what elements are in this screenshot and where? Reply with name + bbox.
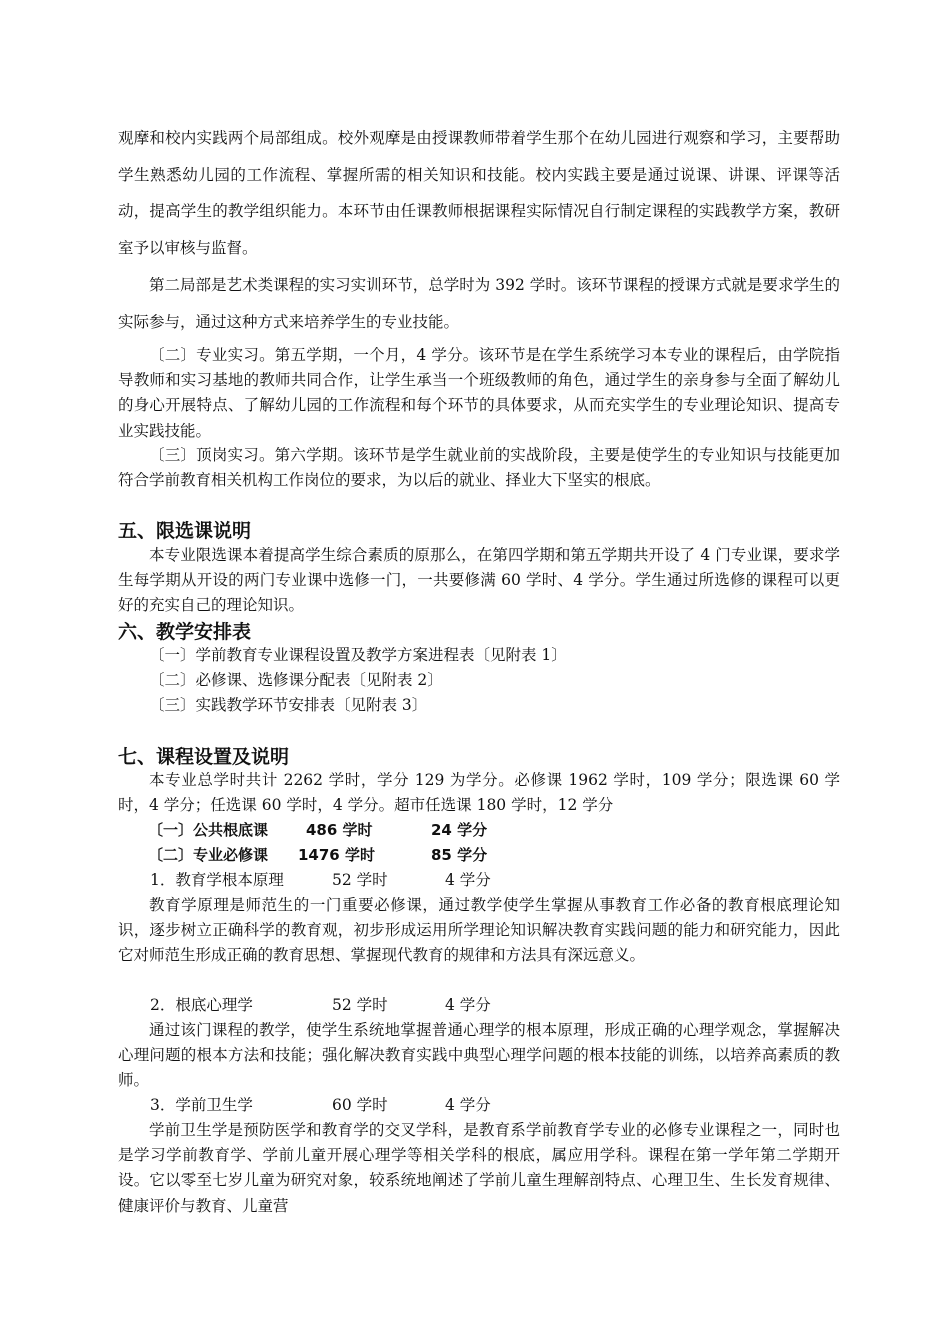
category-credits: 85 学分 [431,846,488,864]
internship-paragraph: 〔二〕专业实习。第五学期，一个月，4 学分。该环节是在学生系统学习本专业的课程后，由学院指导教师和实习基地的教师共同合作，让学生承当一个班级教师的角色，通过学生的亲身参与全面了解幼儿的身心开展特点、了解幼儿园的工作流程和每个环节的具体要求，从而充实学生的专业理论知识、提高专业实践技能。 [118,346,840,440]
course-description: 教育学原理是师范生的一门重要必修课，通过教学使学生掌握从事教育工作必备的教育根底理论知识，逐步树立正确科学的教育观，初步形成运用所学理论知识解决教育实践问题的能力和研究能力，因此它对师范生形成正确的教育思想、掌握现代教育的规律和方法具有深远意义。 [118,896,840,965]
schedule-item-1: 〔一〕学前教育专业课程设置及教学方案进程表〔见附表 1〕 [149,646,567,664]
course-name: 2．根底心理学 [150,996,253,1014]
course-hours: 52 学时 [332,996,388,1014]
placement-paragraph: 〔三〕顶岗实习。第六学期。该环节是学生就业前的实战阶段，主要是使学生的专业知识与技能更加符合学前教育相关机构工作岗位的要求，为以后的就业、择业大下坚实的根底。 [118,446,840,490]
course-credits: 4 学分 [445,996,491,1014]
schedule-item-2: 〔二〕必修课、选修课分配表〔见附表 2〕 [149,671,443,689]
category-name: 〔一〕公共根底课 [148,821,269,839]
course-hours: 52 学时 [332,871,388,889]
course-name: 1．教育学根本原理 [150,871,284,889]
section7-heading: 七、课程设置及说明 [118,746,290,768]
course-description: 通过该门课程的教学，使学生系统地掌握普通心理学的根本原理，形成正确的心理学观念，掌握解决心理问题的根本方法和技能；强化解决教育实践中典型心理学问题的根本技能的训练，以培养高素质的教师。 [118,1021,840,1090]
course-name: 3．学前卫生学 [150,1096,253,1114]
category-hours: 1476 学时 [298,846,375,864]
section5-heading: 五、限选课说明 [118,520,252,542]
course-hours: 60 学时 [332,1096,388,1114]
schedule-item-3: 〔三〕实践教学环节安排表〔见附表 3〕 [149,696,428,714]
section7-summary: 本专业总学时共计 2262 学时，学分 129 为学分。必修课 1962 学时，109 学分；限选课 60 学时，4 学分；任选课 60 学时，4 学分。超市任选课 180 学时，12 学分 [118,771,840,815]
category-credits: 24 学分 [431,821,488,839]
category-hours: 486 学时 [306,821,373,839]
intro-paragraph: 观摩和校内实践两个局部组成。校外观摩是由授课教师带着学生那个在幼儿园进行观察和学习，主要帮助学生熟悉幼儿园的工作流程、掌握所需的相关知识和技能。校内实践主要是通过说课、讲课、评课等活动，提高学生的教学组织能力。本环节由任课教师根据课程实际情况自行制定课程的实践教学方案，教研室予以审核与监督。 [118,129,840,257]
section6-heading: 六、教学安排表 [118,621,252,643]
course-description: 学前卫生学是预防医学和教育学的交叉学科，是教育系学前教育学专业的必修专业课程之一，同时也是学习学前教育学、学前儿童开展心理学等相关学科的根底，属应用学科。课程在第一学年第二学期开设。它以零至七岁儿童为研究对象，较系统地阐述了学前儿童生理解剖特点、心理卫生、生长发育规律、健康评价与教育、儿童营 [118,1121,840,1215]
course-credits: 4 学分 [445,871,491,889]
part2-paragraph: 第二局部是艺术类课程的实习实训环节，总学时为 392 学时。该环节课程的授课方式就是要求学生的实际参与，通过这种方式来培养学生的专业技能。 [118,276,840,331]
category-name: 〔二〕专业必修课 [148,846,269,864]
course-credits: 4 学分 [445,1096,491,1114]
section5-body: 本专业限选课本着提高学生综合素质的原那么，在第四学期和第五学期共开设了 4 门专业课，要求学生每学期从开设的两门专业课中选修一门，一共要修满 60 学时、4 学分。学生通过所选修的课程可以更好的充实自己的理论知识。 [118,546,840,615]
